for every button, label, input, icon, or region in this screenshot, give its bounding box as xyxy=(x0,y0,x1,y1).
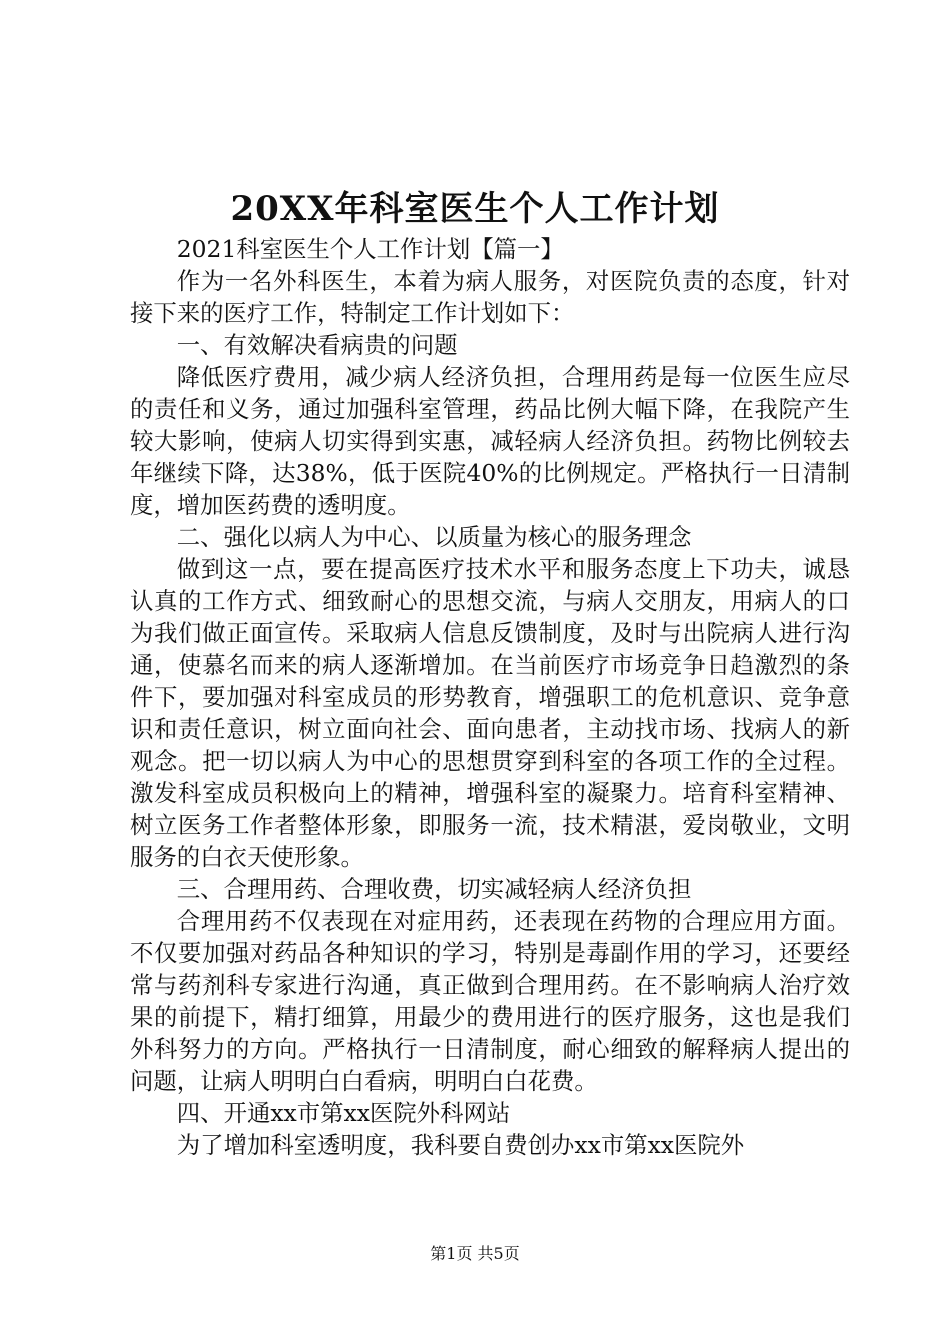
document-title: 20XX年科室医生个人工作计划 xyxy=(230,189,720,229)
page-footer: 第1页 共5页 xyxy=(430,1244,520,1263)
section-heading: 三、合理用药、合理收费，切实减轻病人经济负担 xyxy=(176,875,692,903)
body-paragraph: 作为一名外科医生，本着为病人服务，对医院负责的态度，针对接下来的医疗工作，特制定工作计划如下： xyxy=(130,267,850,327)
section-heading: 二、强化以病人为中心、以质量为核心的服务理念 xyxy=(176,523,692,551)
body-paragraph: 做到这一点，要在提高医疗技术水平和服务态度上下功夫，诚恳认真的工作方式、细致耐心的思想交流，与病人交朋友，用病人的口为我们做正面宣传。采取病人信息反馈制度，及时与出院病人进行沟通，使慕名而来的病人逐渐增加。在当前医疗市场竞争日趋激烈的条件下，要加强对科室成员的形势教育，增强职工的危机意识、竞争意识和责任意识，树立面向社会、面向患者，主动找市场、找病人的新观念。把一切以病人为中心的思想贯穿到科室的各项工作的全过程。激发科室成员积极向上的精神，增强科室的凝聚力。培育科室精神、树立医务工作者整体形象，即服务一流，技术精湛，爱岗敬业，文明服务的白衣天使形象。 xyxy=(130,555,850,871)
section-heading: 一、有效解决看病贵的问题 xyxy=(176,331,458,359)
document-body xyxy=(130,233,850,1161)
section-heading: 四、开通xx市第xx医院外科网站 xyxy=(176,1099,511,1127)
body-paragraph: 合理用药不仅表现在对症用药，还表现在药物的合理应用方面。不仅要加强对药品各种知识的学习，特别是毒副作用的学习，还要经常与药剂科专家进行沟通，真正做到合理用药。在不影响病人治疗效果的前提下，精打细算，用最少的费用进行的医疗服务，这也是我们外科努力的方向。严格执行一日清制度，耐心细致的解释病人提出的问题，让病人明明白白看病，明明白白花费。 xyxy=(130,907,850,1095)
body-paragraph: 为了增加科室透明度，我科要自费创办xx市第xx医院外 xyxy=(176,1131,745,1159)
section-heading: 2021科室医生个人工作计划【篇一】 xyxy=(176,235,564,263)
body-paragraph: 降低医疗费用，减少病人经济负担，合理用药是每一位医生应尽的责任和义务，通过加强科室管理，药品比例大幅下降，在我院产生较大影响，使病人切实得到实惠，减轻病人经济负担。药物比例较去年继续下降，达38%，低于医院40%的比例规定。严格执行一日清制度，增加医药费的透明度。 xyxy=(130,363,850,519)
